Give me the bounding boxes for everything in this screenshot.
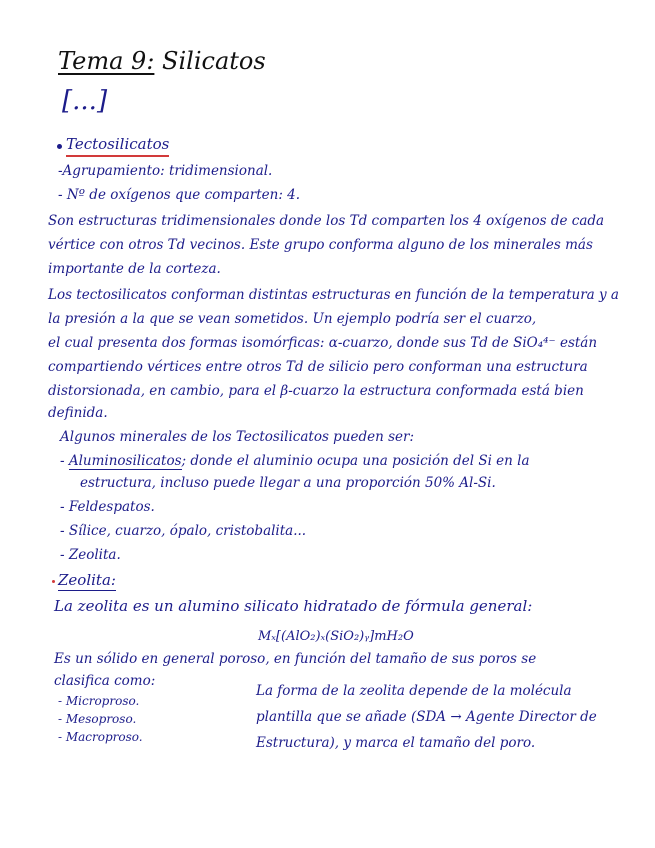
list-item: - Zeolita. <box>60 547 121 563</box>
text-line: Son estructuras tridimensionales donde los Td comparten los 4 oxígenos de cada <box>48 213 605 229</box>
text-line: compartiendo vértices entre otros Td de silicio pero conforman una estructura <box>48 359 588 375</box>
chemical-formula: Mₓ[(AlO₂)ₓ(SiO₂)ᵧ]mH₂O <box>258 629 414 644</box>
bullet-dot <box>57 144 62 149</box>
section-heading-tectosilicatos: Tectosilicatos <box>66 134 169 157</box>
text-line: -Agrupamiento: tridimensional. <box>58 163 273 179</box>
text-line: clasifica como: <box>54 673 156 689</box>
list-item: - Macroproso. <box>58 730 143 744</box>
text-line: importante de la corteza. <box>48 261 221 277</box>
aluminosilicatos-label: Aluminosilicatos <box>68 453 182 469</box>
title-sub: Silicatos <box>162 47 266 75</box>
page-title <box>58 46 266 76</box>
note-line: Estructura), y marca el tamaño del poro. <box>256 735 536 751</box>
text-line: Algunos minerales de los Tectosilicatos pueden ser: <box>60 429 415 445</box>
title-main: Tema 9: <box>58 47 155 75</box>
text-line: - Nº de oxígenos que comparten: 4. <box>58 187 301 203</box>
text-line: Es un sólido en general poroso, en función del tamaño de sus poros se <box>54 651 537 667</box>
section-heading-zeolita: Zeolita: <box>58 571 116 589</box>
text-line: La zeolita es un alumino silicato hidratado de fórmula general: <box>54 597 533 615</box>
list-item: - Sílice, cuarzo, ópalo, cristobalita... <box>60 523 307 539</box>
text-line: definida. <box>48 405 108 421</box>
note-line: La forma de la zeolita depende de la molécula <box>256 683 572 699</box>
text-line: Los tectosilicatos conforman distintas estructuras en función de la temperatura y a <box>48 287 619 303</box>
bullet-dot <box>52 580 55 583</box>
note-line: plantilla que se añade (SDA → Agente Director de <box>256 709 597 725</box>
list-item: - Feldespatos. <box>60 499 155 515</box>
aluminosilicatos-text: ; donde el aluminio ocupa una posición del Si en la <box>181 453 530 469</box>
text-line: el cual presenta dos formas isomórficas: α-cuarzo, donde sus Td de SiO₄⁴⁻ están <box>48 335 598 351</box>
list-item-aluminosilicatos: - Aluminosilicatos; donde el aluminio ocupa una posición del Si en la <box>60 453 530 469</box>
text-line: distorsionada, en cambio, para el β-cuarzo la estructura conformada está bien <box>48 383 584 399</box>
ellipsis-mark: [...] <box>62 86 108 116</box>
text-line: estructura, incluso puede llegar a una proporción 50% Al-Si. <box>80 475 496 491</box>
list-item: - Mesoproso. <box>58 712 137 726</box>
text-line: la presión a la que se vean sometidos. Un ejemplo podría ser el cuarzo, <box>48 311 537 327</box>
text-line: vértice con otros Td vecinos. Este grupo conforma alguno de los minerales más <box>48 237 593 253</box>
list-item: - Microproso. <box>58 694 140 708</box>
